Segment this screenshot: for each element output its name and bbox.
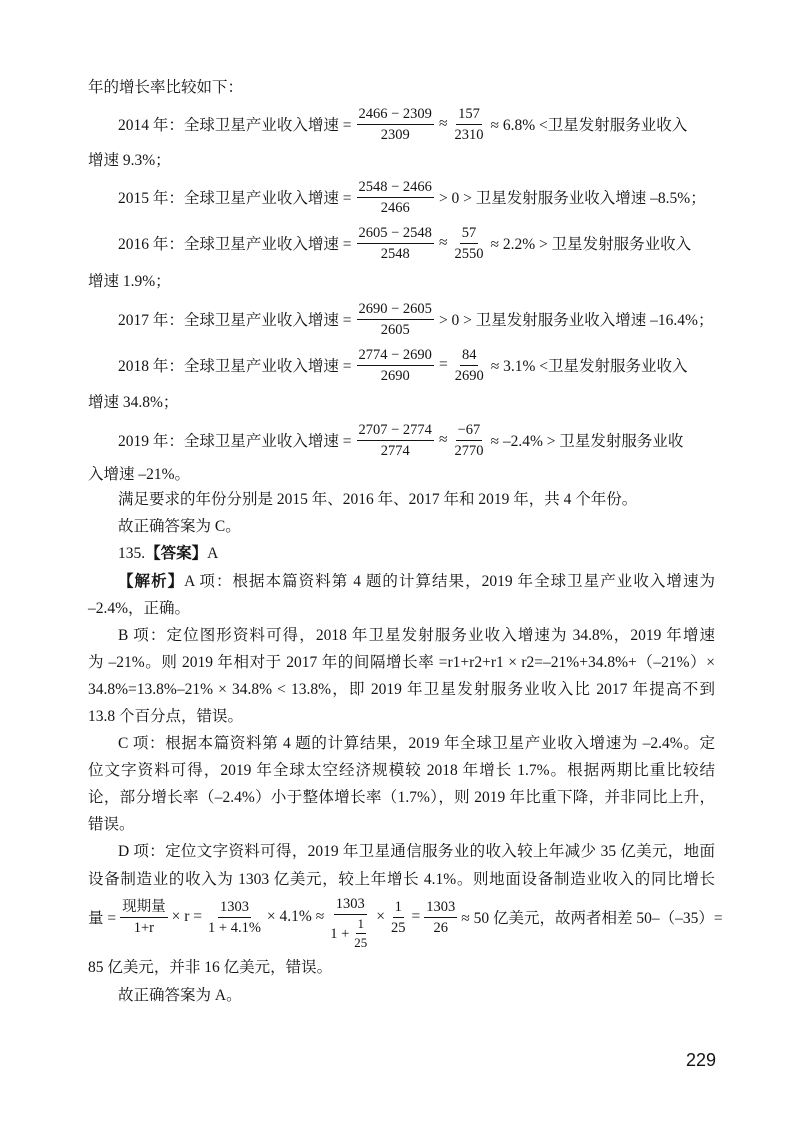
- formula-operator: ≈: [438, 431, 448, 448]
- analysis-c-line: 位文字资料可得，2019 年全球太空经济规模较 2018 年增长 1.7%。根据两期比重比较结: [88, 762, 715, 779]
- formula-2016: [118, 217, 691, 269]
- formula-2014: [118, 98, 687, 150]
- fraction: [452, 421, 485, 460]
- analysis-label: 【解析】: [118, 573, 185, 590]
- fraction-numerator: 2707 − 2774: [357, 421, 434, 441]
- analysis-c-line: C 项：根据本篇资料第 4 题的计算结果，2019 年全球卫星产业收入增速为 –2.4%。定: [118, 735, 715, 752]
- formula-tail: ≈ –2.4% > 卫星发射服务业收: [490, 433, 684, 450]
- fraction: [357, 346, 434, 385]
- fraction-denominator: 2690: [380, 367, 410, 384]
- formula-label: 2017 年：全球卫星产业收入增速 =: [118, 312, 352, 329]
- fraction-numerator: 2774 − 2690: [357, 346, 434, 366]
- continuation-line: 增速 1.9%；: [88, 273, 171, 290]
- fraction-numerator: 157: [456, 105, 482, 125]
- analysis-c-line: 错误。: [88, 816, 135, 833]
- continuation-line: 增速 34.8%；: [88, 394, 179, 411]
- analysis-b-line: 为 –21%。则 2019 年相对于 2017 年的间隔增长率 =r1+r2+r1 × r2=–21%+34.8%+（–21%）×: [88, 654, 715, 671]
- continuation-line: 入增速 –21%。: [88, 466, 191, 483]
- fraction: [424, 898, 457, 937]
- fraction-denominator: 2466: [380, 199, 410, 216]
- fraction-denominator: 2770: [454, 442, 484, 459]
- fraction-numerator: 1303: [218, 898, 251, 918]
- formula-operator: × r =: [171, 908, 203, 925]
- formula-tail: ≈ 6.8% <卫星发射服务业收入: [490, 117, 688, 134]
- conclusion-line: 满足要求的年份分别是 2015 年、2016 年、2017 年和 2019 年，共 4 个年份。: [118, 491, 638, 508]
- intro-line: 年的增长率比较如下：: [88, 79, 244, 96]
- question-number: 135.: [118, 545, 146, 562]
- fraction-numerator: 1303: [334, 895, 367, 915]
- continuation-line: 增速 9.3%；: [88, 152, 171, 169]
- analysis-a-text: A 项：根据本篇资料第 4 题的计算结果，2019 年全球卫星产业收入增速为: [184, 573, 715, 590]
- fraction-denominator: 2550: [454, 245, 484, 262]
- fraction-numerator: 1: [393, 898, 404, 918]
- fraction: [357, 224, 434, 263]
- analysis-d-line: 设备制造业的收入为 1303 亿美元，较上年增长 4.1%。则地面设备制造业收入的同比增长: [88, 871, 715, 888]
- fraction-denominator: 1 + 4.1%: [208, 919, 261, 936]
- fraction-numerator: 57: [460, 224, 479, 244]
- fraction-denominator: 2774: [380, 442, 410, 459]
- fraction: [357, 178, 434, 217]
- analysis-d-line: D 项：定位文字资料可得，2019 年卫星通信服务业的收入较上年减少 35 亿美元，地面: [118, 843, 715, 860]
- nested-fraction: [352, 916, 369, 951]
- fraction-numerator: 2690 − 2605: [357, 300, 434, 320]
- fraction-denominator: 2548: [380, 245, 410, 262]
- answer-134-line: 故正确答案为 C。: [118, 518, 241, 535]
- fraction-numerator: 现期量: [120, 898, 168, 918]
- analysis-c-line: 论，部分增长率（–2.4%）小于整体增长率（1.7%），则 2019 年比重下降，并非同比上升，: [88, 789, 715, 806]
- fraction-numerator: 2605 − 2548: [357, 224, 434, 244]
- formula-operator: × 4.1% ≈: [266, 908, 325, 925]
- fraction-numerator: 2548 − 2466: [357, 178, 434, 198]
- formula-label: 量 =: [88, 910, 117, 927]
- formula-operator: =: [438, 356, 448, 373]
- fraction: [357, 300, 434, 339]
- fraction-denominator: 2690: [454, 367, 484, 384]
- answer-label: 【答案】: [145, 545, 208, 562]
- fraction: [120, 898, 168, 937]
- formula-label: 2014 年：全球卫星产业收入增速 =: [118, 117, 352, 134]
- complex-fraction: [328, 895, 372, 951]
- fraction: [452, 105, 485, 144]
- formula-d: [88, 879, 723, 955]
- formula-tail: ≈ 50 亿美元，故两者相差 50–（–35）=: [461, 910, 723, 927]
- fraction: [453, 346, 486, 385]
- formula-operator: ×: [376, 908, 386, 925]
- answer-value: A: [207, 545, 219, 562]
- formula-label: 2019 年：全球卫星产业收入增速 =: [118, 433, 352, 450]
- fraction-numerator: 1: [356, 916, 367, 934]
- analysis-b-line: 13.8 个百分点，错误。: [88, 708, 244, 725]
- fraction-numerator: 84: [460, 346, 479, 366]
- formula-label: 2018 年：全球卫星产业收入增速 =: [118, 358, 352, 375]
- formula-tail: ≈ 2.2% > 卫星发射服务业收入: [490, 236, 692, 253]
- fraction-denominator: 2605: [380, 321, 410, 338]
- fraction-denominator: 25: [354, 935, 368, 950]
- fraction-denominator: 2310: [454, 126, 484, 143]
- fraction: [357, 105, 434, 144]
- fraction-denominator: 2309: [380, 126, 410, 143]
- analysis-d-end: 85 亿美元，并非 16 亿美元，错误。: [88, 959, 333, 976]
- fraction: [452, 224, 485, 263]
- fraction-denominator: 25: [391, 919, 406, 936]
- formula-operator: ≈: [438, 234, 448, 251]
- formula-2019: [118, 414, 683, 466]
- analysis-b-line: B 项：定位图形资料可得，2018 年卫星发射服务业收入增速为 34.8%，2019 年增速: [118, 627, 715, 644]
- question-135-heading: [118, 544, 715, 564]
- denominator-lead: 1 +: [330, 925, 350, 942]
- fraction-numerator: −67: [456, 421, 483, 441]
- fraction-denominator: [328, 915, 372, 951]
- fraction-numerator: 2466 − 2309: [357, 105, 434, 125]
- analysis-a-line: [118, 572, 715, 592]
- formula-2017: [118, 293, 713, 345]
- page-number: 229: [686, 1050, 717, 1070]
- analysis-b-line: 34.8%=13.8%–21% × 34.8% < 13.8%，即 2019 年卫星发射服务业收入比 2017 年提高不到: [88, 681, 715, 698]
- fraction: [206, 898, 263, 937]
- formula-tail: ≈ 3.1% <卫星发射服务业收入: [490, 358, 688, 375]
- formula-tail: > 0 > 卫星发射服务业收入增速 –16.4%；: [438, 312, 714, 329]
- analysis-a-line-2: –2.4%，正确。: [88, 600, 191, 617]
- formula-label: 2016 年：全球卫星产业收入增速 =: [118, 236, 352, 253]
- formula-operator: =: [411, 908, 421, 925]
- answer-135-line: 故正确答案为 A。: [118, 987, 242, 1004]
- formula-label: 2015 年：全球卫星产业收入增速 =: [118, 190, 352, 207]
- formula-tail: > 0 > 卫星发射服务业收入增速 –8.5%；: [438, 190, 706, 207]
- fraction-denominator: 26: [433, 919, 449, 936]
- fraction-numerator: 1303: [424, 898, 457, 918]
- formula-2015: [118, 171, 706, 223]
- formula-2018: [118, 339, 687, 391]
- formula-operator: ≈: [438, 115, 448, 132]
- fraction-denominator: 1+r: [133, 919, 154, 936]
- fraction: [357, 421, 434, 460]
- fraction: [389, 898, 408, 937]
